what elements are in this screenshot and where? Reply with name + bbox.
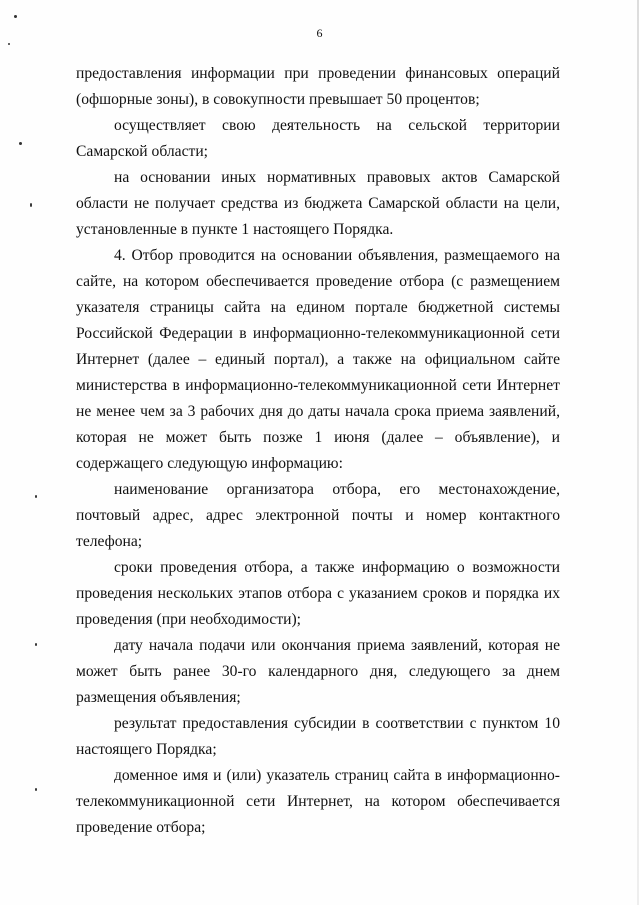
scan-speck bbox=[19, 142, 22, 145]
paragraph-selection-announcement: 4. Отбор проводится на основании объявления, размещаемого на сайте, на котором обеспечивается проведение отбора (с размещением указателя страницы сайта на едином портале бюджетной системы Российской Федерации в информационно-телекоммуникационной сети Интернет (далее – единый портал), а также на официальном сайте министерства в информационно-телекоммуникационной сети Интернет не менее чем за 3 рабочих дня до даты начала срока приема заявлений, которая не может быть позже 1 июня (далее – объявление), и содержащего следующую информацию: bbox=[76, 247, 560, 472]
scan-speck bbox=[35, 495, 37, 498]
scan-speck bbox=[8, 43, 10, 45]
scan-speck bbox=[35, 788, 37, 791]
paragraph-application-dates: дату начала подачи или окончания приема заявлений, которая не может быть ранее 30-го календарного дня, следующего за днем размещения объявления; bbox=[76, 637, 560, 706]
scan-speck bbox=[35, 643, 37, 646]
paragraph-domain-name: доменное имя и (или) указатель страниц сайта в информационно-телекоммуникационной сети Интернет, на котором обеспечивается проведение отбора; bbox=[76, 767, 560, 836]
scan-speck bbox=[30, 203, 32, 207]
document-body bbox=[76, 61, 560, 841]
scan-speck bbox=[14, 15, 17, 18]
paragraph-offshore-continuation: предоставления информации при проведении финансовых операций (офшорные зоны), в совокупности превышает 50 процентов; bbox=[76, 65, 560, 108]
page-number: 6 bbox=[316, 26, 323, 40]
paragraph-other-acts: на основании иных нормативных правовых актов Самарской области не получает средства из бюджета Самарской области на цели, установленные в пункте 1 настоящего Порядка. bbox=[76, 169, 560, 238]
paragraph-organizer-info: наименование организатора отбора, его местонахождение, почтовый адрес, адрес электронной почты и номер контактного телефона; bbox=[76, 481, 560, 550]
paragraph-selection-terms: сроки проведения отбора, а также информацию о возможности проведения нескольких этапов отбора с указанием сроков и порядка их проведения (при необходимости); bbox=[76, 559, 560, 628]
paragraph-rural-territory: осуществляет свою деятельность на сельской территории Самарской области; bbox=[76, 117, 560, 160]
paragraph-subsidy-result: результат предоставления субсидии в соответствии с пунктом 10 настоящего Порядка; bbox=[76, 715, 560, 758]
